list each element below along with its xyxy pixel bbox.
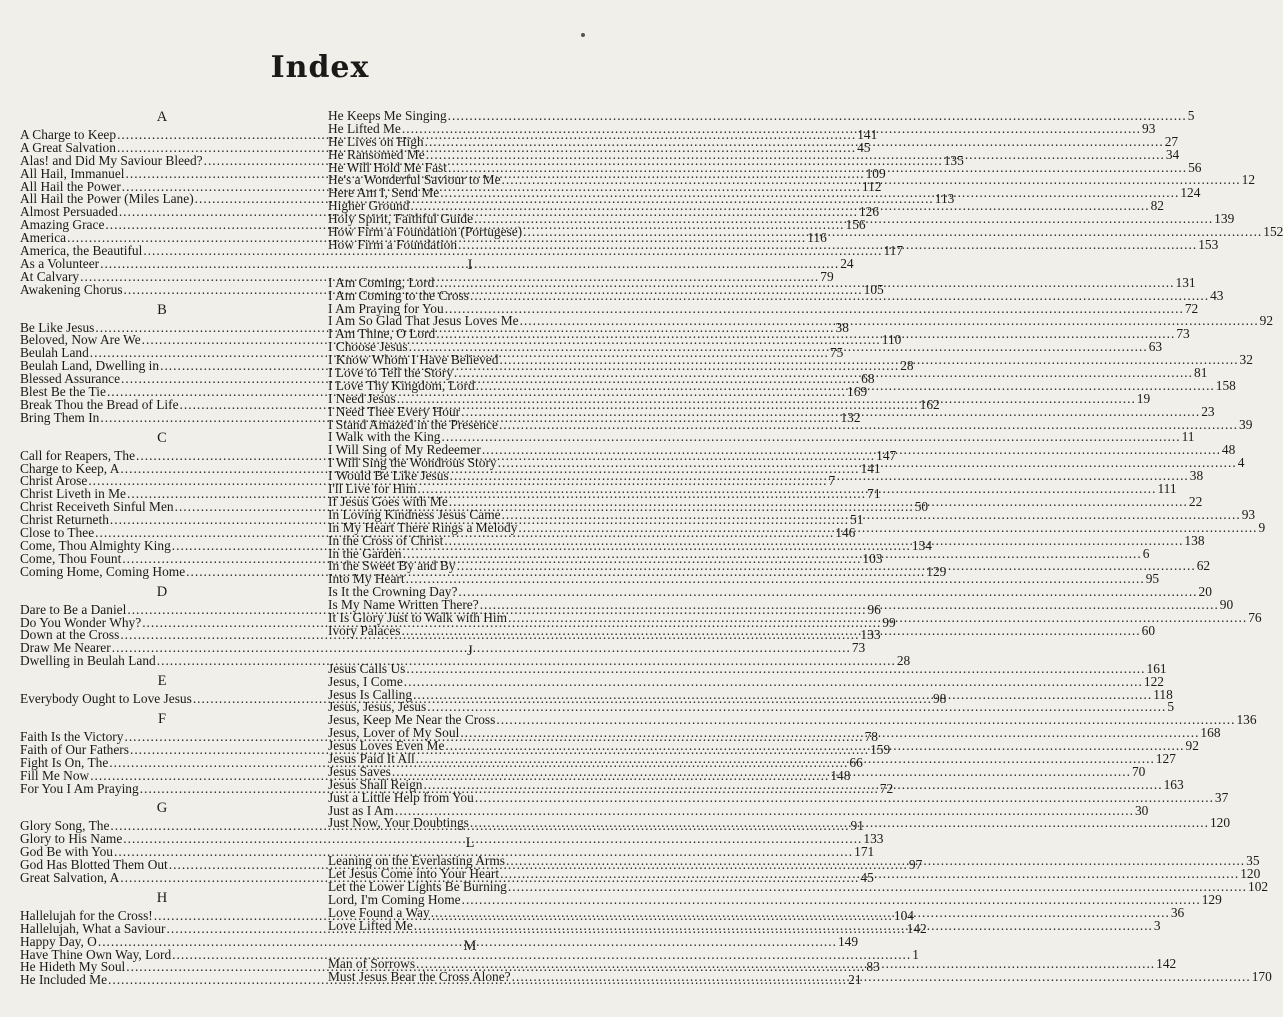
hymn-title: I Love Thy Kingdom, Lord (328, 377, 475, 393)
section-letter: H (156, 889, 168, 906)
page-number: 127 (1155, 750, 1176, 766)
hymn-title: In the Garden (328, 545, 402, 561)
hymn-title: Jesus Loves Even Me (328, 738, 445, 754)
hymn-title: Down at the Cross (20, 627, 120, 643)
page-number: 118 (1153, 686, 1173, 702)
page-number: 90 (1219, 597, 1234, 613)
hymn-title: Hallelujah for the Cross! (20, 907, 153, 923)
page-number: 161 (1146, 660, 1167, 676)
hymn-title: I Am Coming to the Cross (328, 287, 469, 303)
page-number: 156 (845, 217, 866, 233)
page-number: 95 (1145, 571, 1160, 587)
page-number: 11 (1181, 429, 1195, 445)
hymn-title: Dare to Be a Daniel (20, 601, 127, 617)
page-number: 34 (1165, 146, 1180, 162)
hymn-title: I Am Coming, Lord (328, 274, 435, 290)
page-number: 105 (863, 281, 884, 297)
page-number: 104 (893, 907, 914, 923)
page-number: 45 (860, 869, 874, 885)
hymn-title: Jesus Calls Us (328, 660, 406, 676)
page-number: 142 (1156, 955, 1177, 971)
page-number: 78 (864, 728, 878, 744)
hymn-title: Just a Little Help from You (328, 789, 474, 805)
hymn-title: God Be with You (20, 844, 114, 860)
page-number: 9 (1258, 519, 1266, 535)
hymn-title: How Firm a Foundation (328, 236, 458, 252)
hymn-title: I Know Whom I Have Believed (328, 352, 499, 368)
page-number: 32 (1239, 352, 1253, 368)
hymn-title: All Hail the Power (Miles Lane) (20, 191, 194, 207)
page-number: 132 (840, 409, 861, 425)
hymn-title: How Firm a Foundation (Portugese) (328, 224, 523, 240)
page-number: 20 (1198, 584, 1212, 600)
hymn-title: Let the Lower Lights Be Burning (328, 879, 507, 895)
hymn-title: Everybody Ought to Love Jesus (20, 691, 192, 707)
dot-leader (470, 817, 1209, 830)
hymn-title: Charge to Keep, A (20, 460, 120, 476)
page-number: 7 (828, 473, 836, 489)
page-number: 12 (1241, 172, 1256, 188)
hymn-title: He Lives on High (328, 133, 424, 149)
dot-leader (512, 971, 1251, 984)
page-number: 138 (1184, 532, 1205, 548)
page-number: 21 (848, 972, 862, 988)
page-number: 28 (900, 358, 914, 374)
hymn-title: Do You Wonder Why? (20, 614, 142, 630)
page-number: 23 (1201, 403, 1215, 419)
section-letter: D (156, 583, 168, 600)
hymn-title: Jesus, Lover of My Soul (328, 725, 460, 741)
hymn-title: Leaning on the Everlasting Arms (328, 853, 506, 869)
hymn-title: Come, Thou Almighty King (20, 537, 171, 553)
page-number: 4 (1237, 455, 1245, 471)
page-number: 39 (1239, 416, 1253, 432)
page-number: 141 (857, 127, 878, 142)
page-number: 6 (1142, 545, 1150, 561)
hymn-title: Jesus Paid It All (328, 750, 415, 766)
page-number: 122 (1143, 673, 1164, 689)
page-number: 3 (1153, 917, 1161, 933)
page-number: 62 (1196, 558, 1211, 574)
page-number: 68 (861, 371, 875, 387)
hymn-title: Man of Sorrows (328, 955, 416, 971)
page-number: 66 (849, 754, 863, 770)
page-number: 131 (1175, 274, 1196, 290)
section-letter: M (463, 937, 477, 954)
hymn-title: Faith of Our Fathers (20, 741, 129, 757)
dot-leader (414, 920, 1153, 933)
section-letter: F (157, 710, 167, 727)
page-title: Index (270, 50, 370, 85)
page-number: 56 (1188, 159, 1202, 175)
hymn-title: Jesus Is Calling (328, 686, 413, 702)
hymn-title: Must Jesus Bear the Cross Alone? (328, 968, 511, 984)
page-number: 63 (1148, 339, 1163, 355)
hymn-title: I Walk with the King (328, 429, 441, 445)
page-number: 72 (1184, 300, 1199, 316)
page-number: 152 (1263, 224, 1283, 240)
hymn-title: Jesus, Keep Me Near the Cross (328, 712, 496, 728)
hymn-title: Jesus Saves (328, 763, 391, 779)
hymn-title: Bring Them In (20, 409, 100, 425)
hymn-title: God Has Blotted Them Out (20, 857, 168, 873)
hymn-title: A Great Salvation (20, 139, 116, 155)
page-number: 116 (807, 230, 827, 246)
page-number: 99 (882, 614, 896, 630)
page-number: 92 (1185, 738, 1199, 754)
page-number: 92 (1259, 313, 1274, 329)
page-number: 43 (1210, 287, 1224, 303)
hymn-title: He Keeps Me Singing (328, 108, 447, 123)
dot-leader (458, 239, 1197, 252)
hymn-title: It Is Glory Just to Walk with Him (328, 609, 508, 625)
page-number: 22 (1188, 493, 1203, 509)
page-number: 168 (1200, 725, 1221, 741)
section-letter: E (157, 673, 167, 690)
page-number: 71 (867, 486, 881, 502)
hymn-title: Glory to His Name (20, 831, 123, 847)
page-number: 153 (1198, 236, 1219, 252)
hymn-title: Here Am I, Send Me (328, 185, 440, 201)
page-number: 50 (914, 499, 929, 515)
page-number: 110 (881, 332, 902, 348)
hymn-title: He Will Hold Me Fast (328, 159, 447, 175)
hymn-title: Amazing Grace (20, 217, 105, 233)
page-number: 113 (934, 191, 955, 207)
page-number: 35 (1246, 853, 1260, 869)
page-number: 102 (1248, 879, 1269, 895)
hymn-title: In the Sweet By and By (328, 558, 456, 574)
page-number: 38 (1189, 468, 1204, 484)
page-number: 97 (908, 857, 923, 873)
hymn-title: Ivory Palaces (328, 622, 401, 638)
hymn-title: Christ Receiveth Sinful Men (20, 499, 174, 515)
hymn-title: Break Thou the Bread of Life (20, 396, 179, 412)
hymn-title: I'll Live for Him (328, 481, 417, 497)
hymn-title: I Am Praying for You (328, 300, 444, 316)
page-number: 73 (1176, 326, 1190, 342)
page-number: 117 (883, 243, 904, 259)
hymn-title: All Hail the Power (20, 178, 121, 194)
hymn-title: Fill Me Now (20, 767, 90, 783)
hymn-title: Beulah Land, Dwelling in (20, 358, 160, 374)
hymn-title: Jesus, Jesus, Jesus (328, 699, 427, 715)
hymn-title: Just as I Am (328, 802, 394, 818)
page-number: 73 (851, 640, 866, 656)
page-number: 45 (857, 139, 871, 155)
hymn-title: Happy Day, O (20, 933, 97, 949)
page-number: 70 (1131, 763, 1146, 779)
hymn-title: Almost Persuaded (20, 204, 118, 220)
page-number: 136 (1236, 712, 1257, 728)
hymn-title: Faith Is the Victory (20, 728, 124, 744)
page-number: 19 (1136, 390, 1151, 406)
hymn-title: All Hail, Immanuel (20, 165, 125, 181)
page-number: 129 (1201, 891, 1222, 907)
section-letter: J (467, 642, 473, 659)
hymn-title: Draw Me Nearer (20, 640, 111, 656)
hymn-title: Close to Thee (20, 525, 95, 541)
page-number: 5 (1187, 108, 1195, 123)
page-number: 98 (932, 691, 947, 707)
hymn-title: In the Cross of Christ (328, 532, 444, 548)
hymn-title: Blessed Assurance (20, 371, 121, 387)
dot-leader (402, 625, 1141, 638)
page-number: 51 (850, 512, 864, 528)
page-number: 124 (1180, 185, 1201, 201)
hymn-title: At Calvary (20, 268, 80, 284)
page-number: 96 (867, 601, 881, 617)
page-number: 75 (829, 345, 844, 361)
hymn-title: Be Like Jesus (20, 319, 95, 335)
page-number: 27 (1164, 133, 1179, 149)
hymn-title: Beloved, Now Are We (20, 332, 141, 348)
section-letter: I (467, 256, 473, 273)
hymn-title: I Choose Jesus (328, 339, 408, 355)
hymn-title: As a Volunteer (20, 255, 100, 271)
hymn-title: Come, Thou Fount (20, 550, 122, 566)
page-number: 91 (850, 818, 864, 834)
hymn-title: I Will Sing of My Redeemer (328, 442, 481, 458)
page-number: 133 (863, 831, 884, 847)
page-number: 79 (820, 268, 834, 284)
page-number: 147 (876, 447, 897, 463)
page-number: 135 (943, 152, 964, 168)
page-number: 83 (866, 959, 880, 975)
page-number: 112 (861, 178, 882, 194)
hymn-title: He Hideth My Soul (20, 959, 126, 975)
page-number: 82 (1150, 198, 1164, 214)
page-number: 76 (1248, 609, 1262, 625)
hymn-title: He Included Me (20, 972, 108, 988)
hymn-title: In My Heart There Rings a Melody (328, 519, 518, 535)
hymn-title: Christ Arose (20, 473, 88, 489)
hymn-title: America (20, 230, 67, 246)
hymn-title: Fight Is On, The (20, 754, 109, 770)
hymn-title: America, the Beautiful (20, 243, 143, 259)
hymn-title: Alas! and Did My Saviour Bleed? (20, 152, 203, 168)
page-number: 170 (1251, 968, 1272, 984)
page-number: 129 (926, 563, 947, 579)
hymn-title: Jesus, I Come (328, 673, 403, 689)
page-number: 5 (1167, 699, 1175, 715)
page-number: 146 (835, 525, 856, 541)
hymn-title: In Loving Kindness Jesus Came (328, 506, 501, 522)
page-number: 109 (865, 165, 886, 181)
hymn-title: Hallelujah, What a Saviour (20, 920, 166, 936)
section-letter: A (156, 109, 168, 125)
page-number: 1 (912, 946, 919, 962)
hymn-title: If Jesus Goes with Me (328, 493, 448, 509)
hymn-title: Love Found a Way (328, 904, 430, 920)
section-letter: C (157, 429, 167, 446)
hymn-title: A Charge to Keep (20, 127, 117, 142)
hymn-title: Great Salvation, A (20, 869, 120, 885)
page-number: 158 (1215, 377, 1236, 393)
hymn-title: For You I Am Praying (20, 780, 139, 796)
hymn-title: Call for Reapers, The (20, 447, 136, 463)
page-number: 48 (1221, 442, 1236, 458)
hymn-title: I Am Thine, O Lord (328, 326, 436, 342)
page-number: 148 (830, 767, 851, 783)
hymn-title: Just Now, Your Doubtings (328, 815, 469, 831)
hymn-title: Higher Ground (328, 198, 410, 214)
hymn-title: I Will Sing the Wondrous Story (328, 455, 497, 471)
ink-speck (581, 33, 585, 37)
hymn-title: He's a Wonderful Saviour to Me (328, 172, 501, 188)
hymn-title: Jesus Shall Reign (328, 776, 423, 792)
hymn-title: I Am So Glad That Jesus Loves Me (328, 313, 519, 329)
page-number: 169 (847, 384, 868, 400)
hymn-title: Have Thine Own Way, Lord (20, 946, 172, 962)
hymn-title: I Need Jesus (328, 390, 396, 406)
page-number: 171 (854, 844, 875, 860)
page-number: 28 (896, 653, 911, 669)
page-number: 134 (911, 537, 932, 553)
page-number: 103 (862, 550, 883, 566)
page-number: 159 (870, 741, 891, 757)
hymn-title: Let Jesus Come into Your Heart (328, 866, 500, 882)
page-number: 93 (1241, 506, 1256, 522)
page-number: 133 (860, 627, 881, 643)
page-number: 162 (919, 396, 940, 412)
section-letter: L (465, 835, 475, 852)
page-number: 120 (1209, 815, 1231, 831)
page-number: 141 (860, 460, 881, 476)
section-letter: G (156, 800, 168, 817)
page-number: 149 (837, 933, 859, 949)
page-number: 120 (1240, 866, 1261, 882)
page-number: 142 (906, 920, 927, 936)
hymn-title: Glory Song, The (20, 818, 110, 834)
hymn-title: Christ Liveth in Me (20, 486, 127, 502)
page-number: 139 (1214, 211, 1235, 227)
page-number: 163 (1163, 776, 1184, 792)
section-letter: B (157, 301, 167, 318)
hymn-title: He Lifted Me (328, 120, 401, 136)
hymn-title: Into My Heart (328, 571, 405, 587)
hymn-title: Coming Home, Coming Home (20, 563, 186, 579)
hymn-title: Blest Be the Tie (20, 384, 106, 400)
page-number: 81 (1194, 365, 1208, 381)
page-number: 38 (835, 319, 849, 335)
hymn-title: Is It the Crowning Day? (328, 584, 458, 600)
page-number: 60 (1141, 622, 1156, 638)
page-number: 72 (879, 780, 894, 796)
hymn-title: Awakening Chorus (20, 281, 123, 297)
hymn-title: Lord, I'm Coming Home (328, 891, 461, 907)
hymn-title: I Need Thee Every Hour (328, 403, 461, 419)
hymn-title: Love Lifted Me (328, 917, 413, 933)
hymn-title: I Stand Amazed in the Presence (328, 416, 498, 432)
hymn-title: Is My Name Written There? (328, 597, 479, 613)
hymn-title: I Would Be Like Jesus (328, 468, 449, 484)
hymn-title: Beulah Land (20, 345, 89, 361)
page-number: 36 (1170, 904, 1185, 920)
page-number: 111 (1157, 481, 1177, 497)
page-number: 37 (1214, 789, 1229, 805)
hymn-title: Holy Spirit, Faithful Guide (328, 211, 474, 227)
page-number: 126 (858, 204, 880, 220)
hymn-title: Dwelling in Beulah Land (20, 653, 156, 669)
hymn-title: I Love to Tell the Story (328, 365, 453, 381)
hymn-title: Christ Returneth (20, 512, 109, 528)
page-number: 24 (840, 255, 854, 271)
hymn-title: He Ransomed Me (328, 146, 425, 162)
page-number: 93 (1142, 120, 1156, 136)
page-number: 30 (1134, 802, 1149, 818)
